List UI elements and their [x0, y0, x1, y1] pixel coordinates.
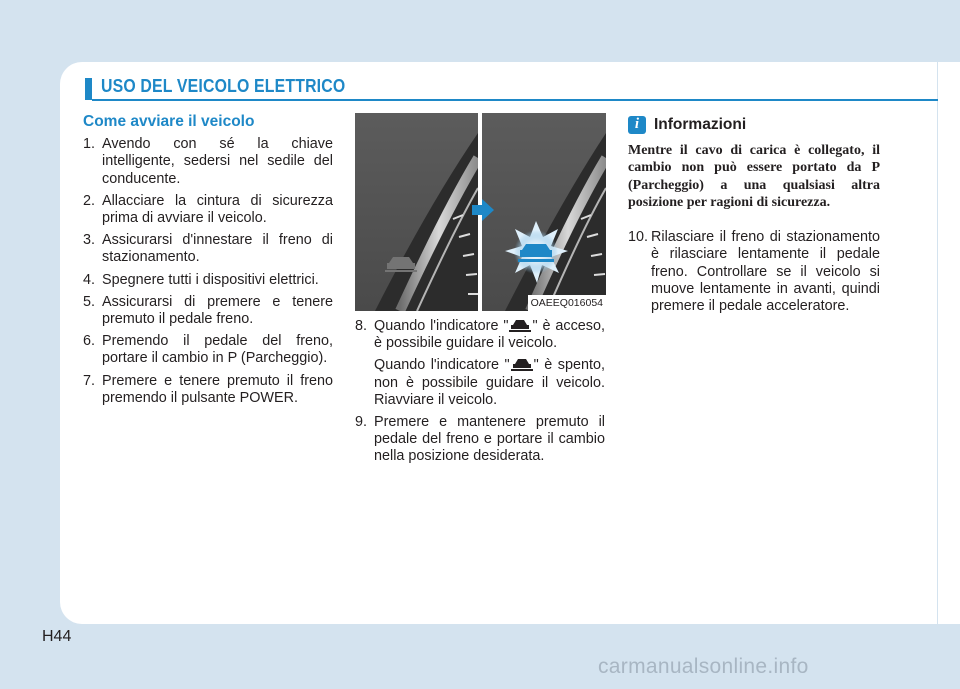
step-text: [374, 318, 605, 352]
header-rule: [92, 99, 938, 101]
header-title: USO DEL VEICOLO ELETTRICO: [101, 76, 346, 96]
step-number: 10.: [628, 229, 649, 246]
column-right: [628, 116, 880, 320]
info-body: Mentre il cavo di carica è collegato, il cambio non può essere portato da P (Parcheggio) a una qualsiasi altra posizione per ragioni di sicurezza.: [628, 143, 880, 210]
step-number: 9.: [355, 414, 368, 431]
cluster-panel-on: [472, 113, 606, 311]
step-text-part: " è acceso, è possibile guidare il veicolo.: [374, 318, 605, 352]
header-accent-bar: [85, 78, 92, 100]
list-item: [83, 333, 333, 367]
margin-line: [937, 62, 938, 624]
cluster-panel-off: [355, 113, 478, 311]
page-number: H44: [42, 628, 72, 645]
list-item: [83, 232, 333, 266]
step-text-part: Quando l'indicatore ": [374, 357, 510, 374]
step-text: Assicurarsi di premere e tenere premuto il pedale freno.: [102, 293, 333, 328]
instrument-cluster-figure: [355, 113, 606, 311]
section-title: Come avviare il veicolo: [83, 113, 255, 130]
cluster-illustration: [355, 113, 606, 311]
step-text: Avendo con sé la chiave intelligente, sedersi nel sedile del conducente.: [102, 136, 333, 187]
step-text: Premere e mantenere premuto il pedale del freno e portare il cambio nella posizione desiderata.: [374, 414, 605, 465]
step-text: Premere e tenere premuto il freno premendo il pulsante POWER.: [102, 372, 333, 406]
step-number: 6.: [83, 333, 96, 350]
step-text-part: Quando l'indicatore ": [374, 318, 509, 334]
step-number: 5.: [83, 293, 96, 310]
watermark: carmanualsonline.info: [598, 655, 809, 678]
step-text: Rilasciare il freno di stazionamento è rilasciare lentamente il pedale freno. Controllare se il veicolo si muove lentamente in avanti, quindi premere il pedale acceleratore.: [651, 229, 880, 314]
step-continuation: [374, 357, 605, 409]
step-text: Assicurarsi d'innestare il freno di stazionamento.: [102, 232, 333, 266]
ev-ready-car-icon: [508, 319, 532, 332]
step-number: 2.: [83, 192, 96, 209]
info-icon: i: [628, 116, 646, 134]
figure-caption: OAEEQ016054: [528, 295, 606, 311]
step-text: Premendo il pedale del freno, portare il cambio in P (Parcheggio).: [102, 333, 333, 367]
list-item: [355, 414, 605, 466]
list-item: [83, 373, 333, 407]
step-text: Spegnere tutti i dispositivi elettrici.: [102, 271, 319, 288]
step-number: 8.: [355, 318, 368, 334]
steps-list: [355, 414, 605, 466]
info-title: Informazioni: [654, 116, 747, 134]
list-item: [83, 272, 333, 289]
steps-list: [83, 136, 333, 407]
column-left: [83, 113, 333, 412]
step-number: 4.: [83, 271, 96, 288]
step-number: 3.: [83, 232, 96, 249]
column-middle: [355, 318, 605, 471]
list-item: [355, 318, 605, 352]
steps-list: [355, 318, 605, 352]
info-header: [628, 116, 880, 134]
list-item: [83, 136, 333, 188]
step-number: 1.: [83, 136, 96, 153]
list-item: [83, 193, 333, 227]
steps-list: [628, 229, 880, 315]
ev-ready-car-icon: [510, 358, 534, 371]
list-item: [628, 229, 880, 315]
step-text: Allacciare la cintura di sicurezza prima di avviare il veicolo.: [102, 192, 333, 227]
list-item: [83, 294, 333, 328]
step-text-part: " è spento, non è possibile guidare il veicolo. Riavviare il veicolo.: [374, 357, 605, 408]
step-number: 7.: [83, 372, 96, 389]
